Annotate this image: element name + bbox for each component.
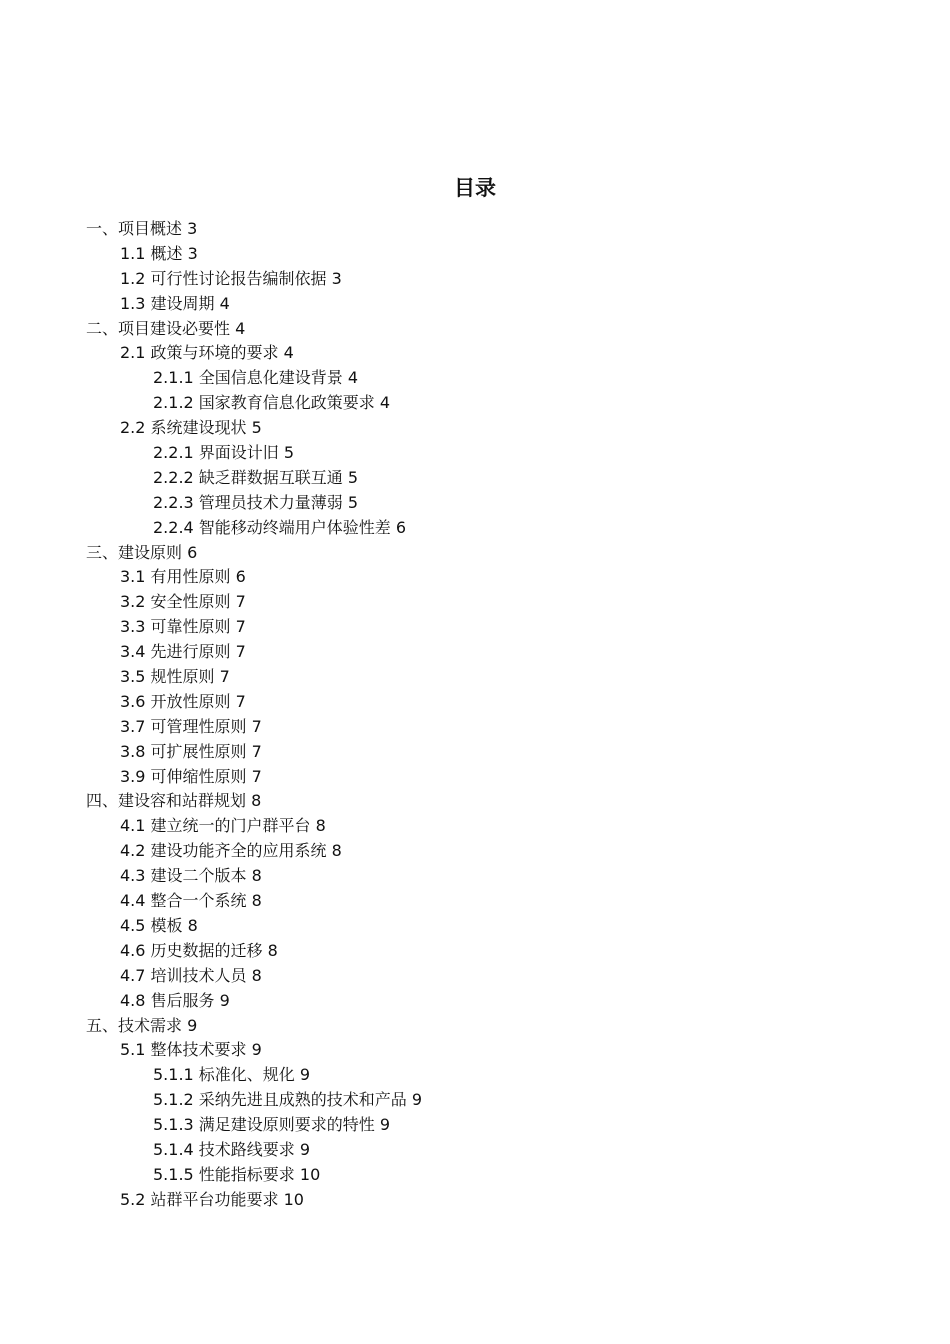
- toc-entry-level-3[interactable]: 2.1.2 国家教育信息化政策要求 4: [153, 393, 391, 413]
- toc-entry-level-3[interactable]: 2.2.2 缺乏群数据互联互通 5: [153, 467, 359, 487]
- toc-title: 目录: [454, 176, 496, 200]
- toc-entry-level-2[interactable]: 4.3 建设二个版本 8: [120, 866, 262, 886]
- toc-entry-level-1[interactable]: 二、项目建设必要性 4: [86, 318, 246, 338]
- toc-list: [0, 217, 950, 1213]
- toc-entry-level-2[interactable]: 5.2 站群平台功能要求 10: [120, 1189, 304, 1209]
- toc-entry-level-1[interactable]: 四、建设容和站群规划 8: [86, 791, 262, 811]
- toc-entry-level-2[interactable]: 4.8 售后服务 9: [120, 990, 230, 1010]
- toc-entry-level-3[interactable]: 5.1.4 技术路线要求 9: [153, 1139, 311, 1159]
- toc-entry-level-3[interactable]: 2.2.3 管理员技术力量薄弱 5: [153, 492, 359, 512]
- toc-entry-level-3[interactable]: 5.1.1 标准化、规化 9: [153, 1065, 311, 1085]
- toc-entry-level-2[interactable]: 2.1 政策与环境的要求 4: [120, 343, 294, 363]
- toc-entry-level-2[interactable]: 2.2 系统建设现状 5: [120, 418, 262, 438]
- toc-entry-level-3[interactable]: 5.1.3 满足建设原则要求的特性 9: [153, 1115, 391, 1135]
- toc-entry-level-1[interactable]: 五、技术需求 9: [86, 1015, 198, 1035]
- toc-entry-level-2[interactable]: 4.7 培训技术人员 8: [120, 965, 262, 985]
- toc-entry-level-1[interactable]: 三、建设原则 6: [86, 542, 198, 562]
- toc-entry-level-2[interactable]: 3.5 规性原则 7: [120, 667, 230, 687]
- toc-entry-level-2[interactable]: 1.3 建设周期 4: [120, 293, 230, 313]
- toc-entry-level-2[interactable]: 1.1 概述 3: [120, 243, 198, 263]
- toc-entry-level-2[interactable]: 1.2 可行性讨论报告编制依据 3: [120, 268, 342, 288]
- toc-entry-level-2[interactable]: 4.1 建立统一的门户群平台 8: [120, 816, 326, 836]
- toc-entry-level-1[interactable]: 一、项目概述 3: [86, 219, 198, 238]
- toc-entry-level-2[interactable]: 3.2 安全性原则 7: [120, 592, 246, 612]
- toc-entry-level-2[interactable]: 3.6 开放性原则 7: [120, 691, 246, 711]
- toc-entry-level-3[interactable]: 5.1.2 采纳先进且成熟的技术和产品 9: [153, 1090, 423, 1110]
- toc-entry-level-2[interactable]: 3.9 可伸缩性原则 7: [120, 766, 262, 786]
- toc-entry-level-2[interactable]: 4.6 历史数据的迁移 8: [120, 940, 278, 960]
- toc-entry-level-2[interactable]: 3.7 可管理性原则 7: [120, 716, 262, 736]
- toc-entry-level-2[interactable]: 4.2 建设功能齐全的应用系统 8: [120, 841, 342, 861]
- toc-entry-level-2[interactable]: 3.3 可靠性原则 7: [120, 617, 246, 637]
- toc-entry-level-3[interactable]: 2.2.1 界面设计旧 5: [153, 443, 295, 463]
- toc-entry-level-3[interactable]: 5.1.5 性能指标要求 10: [153, 1164, 321, 1184]
- toc-entry-level-3[interactable]: 2.1.1 全国信息化建设背景 4: [153, 368, 359, 388]
- toc-entry-level-2[interactable]: 5.1 整体技术要求 9: [120, 1040, 262, 1060]
- toc-entry-level-2[interactable]: 4.4 整合一个系统 8: [120, 891, 262, 911]
- toc-entry-level-2[interactable]: 3.8 可扩展性原则 7: [120, 741, 262, 761]
- toc-entry-level-2[interactable]: 3.1 有用性原则 6: [120, 567, 246, 587]
- toc-entry-level-2[interactable]: 4.5 模板 8: [120, 915, 198, 935]
- toc-entry-level-2[interactable]: 3.4 先进行原则 7: [120, 642, 246, 662]
- toc-entry-level-3[interactable]: 2.2.4 智能移动终端用户体验性差 6: [153, 517, 407, 537]
